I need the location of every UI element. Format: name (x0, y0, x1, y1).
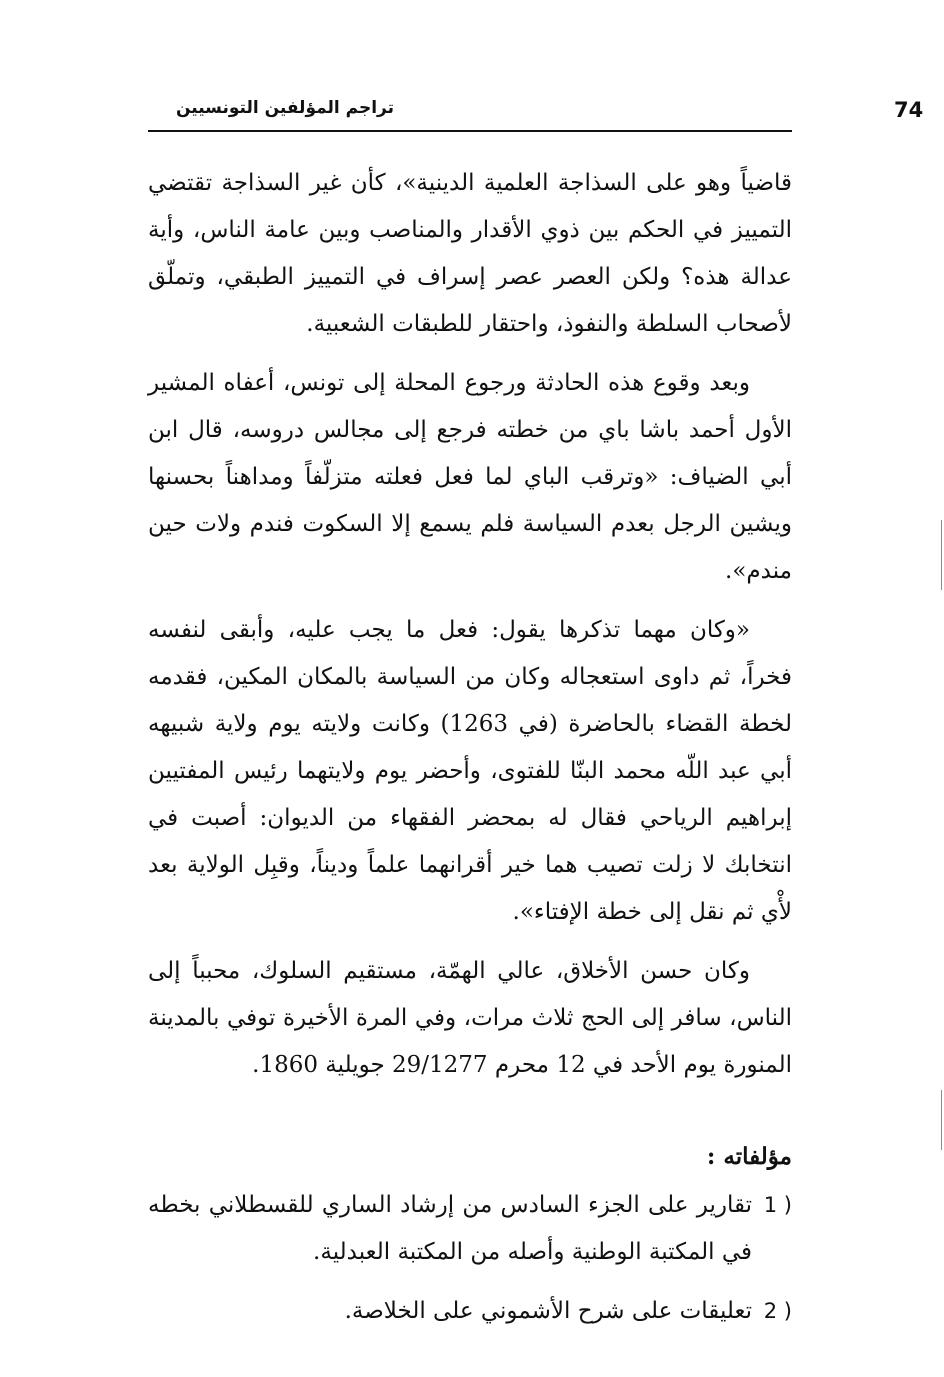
list-item-number: 2 ) (763, 1299, 792, 1323)
running-header (148, 96, 924, 132)
book-title: تراجم المؤلفين التونسيين (176, 98, 394, 118)
page-number: 74 (894, 98, 924, 122)
list-item-number: 1 ) (763, 1193, 792, 1217)
list-item (148, 1182, 792, 1276)
scan-edge-mark (941, 1090, 942, 1150)
paragraph-1: قاضياً وهو على السذاجة العلمية الدينية»، كأن غير السذاجة تقتضي التمييز في الحكم بين ذوي الأقدار والمناصب وبين عامة الناس، وأية عدالة هذه؟ ولكن العصر عصر إسراف في التمييز الطبقي، وتملّق لأصحاب السلطة والنفوذ، واحتقار للطبقات الشعبية. (148, 170, 792, 337)
paragraph-3: «وكان مهما تذكرها يقول: فعل ما يجب عليه، وأبقى لنفسه فخراً، ثم داوى استعجاله وكان من السياسة بالمكان المكين، فقدمه لخطة القضاء بالحاضرة (في 1263) وكانت ولايته يوم ولاية شبيهه أبي عبد اللّه محمد البنّا للفتوى، وأحضر يوم ولايتهما رئيس المفتيين إبراهيم الرياحي فقال له بمحضر الفقهاء من الديوان: أصبت في انتخابك لا زلت تصيب هما خير أقرانهما علماً وديناً، وقبِل الولاية بعد لأْي ثم نقل إلى خطة الإفتاء». (148, 617, 792, 925)
works-heading: مؤلفاته : (706, 1143, 792, 1170)
list-item-text: تعليقات على شرح الأشموني على الخلاصة. (344, 1298, 752, 1324)
page-body (148, 160, 792, 1335)
list-item-text: تقارير على الجزء السادس من إرشاد الساري للقسطلاني بخطه في المكتبة الوطنية وأصله من المكتبة العبدلية. (148, 1192, 752, 1265)
scan-edge-mark (941, 520, 942, 590)
paragraph-2: وبعد وقوع هذه الحادثة ورجوع المحلة إلى تونس، أعفاه المشير الأول أحمد باشا باي من خطته فرجع إلى مجالس دروسه، قال ابن أبي الضياف: «وترقب الباي لما فعل فعلته متزلّفاً ومداهناً بحسنها ويشين الرجل بعدم السياسة فلم يسمع إلا السكوت فندم ولات حين مندم». (148, 370, 792, 584)
works-list (148, 1182, 792, 1335)
list-item (148, 1288, 792, 1335)
paragraph-4: وكان حسن الأخلاق، عالي الهمّة، مستقيم السلوك، محبباً إلى الناس، سافر إلى الحج ثلاث مرات، وفي المرة الأخيرة توفي بالمدينة المنورة يوم الأحد في 12 محرم 29/1277 جويلية 1860. (148, 958, 792, 1078)
